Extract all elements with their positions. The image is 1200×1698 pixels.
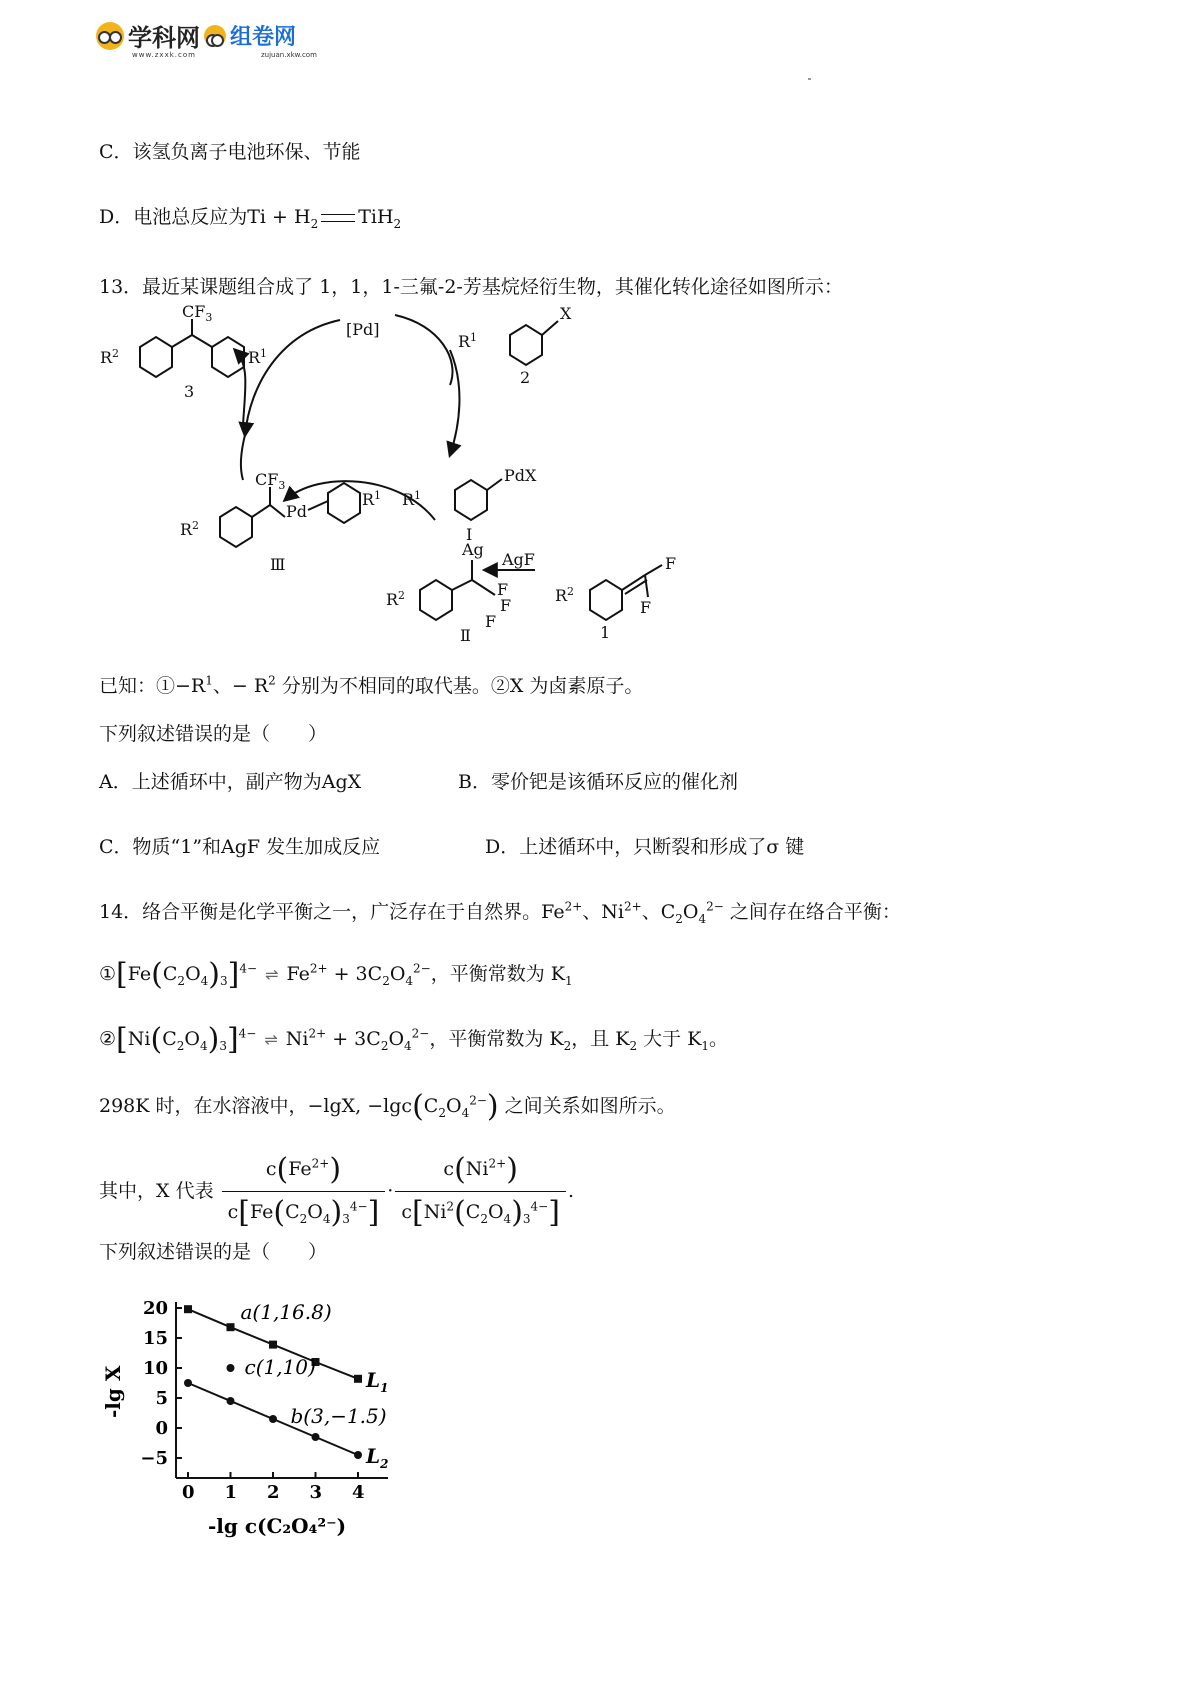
y-tick-label: −5 [140, 1448, 168, 1469]
data-point [227, 1323, 235, 1331]
x-axis-label: -lg c(C₂O₄²⁻) [208, 1514, 347, 1538]
q13-option-b: B．零价钯是该循环反应的催化剂 [458, 771, 738, 793]
y-tick-label: 0 [155, 1418, 168, 1439]
series-label: $L_2$ [366, 1444, 389, 1471]
compound-3-label: 3 [184, 382, 195, 401]
r2-label-II: $R^2$ [386, 589, 406, 609]
f-label-1a: F [665, 554, 677, 573]
r2-label-3: $R^2$ [100, 347, 120, 367]
series-label: $L_1$ [366, 1367, 389, 1395]
x-tick-label: 3 [309, 1482, 323, 1503]
header-logo[interactable] [96, 18, 317, 59]
brand-zxxk-url: www.zxxk.com [132, 51, 196, 59]
intermediate-I-label: I [466, 525, 473, 544]
q13-known: 已知：$①-R^1$、− $R^2$ 分别为不相同的取代基。②X 为卤素原子。 [99, 673, 644, 697]
brand-zujuan-url: zujuan.xkw.com [261, 51, 317, 59]
agf-reagent-label: AgF [502, 550, 535, 569]
r1-label-III: $R^1$ [362, 489, 382, 509]
annotation-point [227, 1364, 235, 1372]
data-point [184, 1305, 192, 1313]
data-point [227, 1397, 235, 1405]
data-point [269, 1341, 277, 1349]
q12-option-c: C．该氢负离子电池环保、节能 [99, 141, 361, 163]
r1-label-3: $R^1$ [248, 347, 268, 367]
reversible-arrow: ⇌ [264, 1030, 278, 1049]
equals-sign [321, 214, 355, 222]
x-tick-label: 1 [224, 1482, 238, 1503]
f-label-b: F [500, 596, 512, 615]
data-point [354, 1375, 362, 1383]
y-tick-label: 20 [142, 1298, 168, 1319]
q13-stem: 13．最近某课题组合成了 1，1，1-三氟-2-芳基烷烃衍生物，其催化转化途径如图所示： [99, 276, 843, 298]
intermediate-III-label: Ⅲ [270, 555, 286, 574]
q14-stem: 14．络合平衡是化学平衡之一，广泛存在于自然界。$Fe^{2+}$、$Ni^{2+}$、$C_2O_4^{2-}$ 之间存在络合平衡： [99, 899, 901, 926]
f-label-1b: F [640, 598, 652, 617]
y-axis-label: -lg X [101, 1365, 125, 1418]
r1-label-I: $R^1$ [402, 489, 422, 509]
cf3-label-III: $CF_3$ [255, 470, 286, 492]
owl-icon [96, 22, 124, 50]
data-point [312, 1433, 320, 1441]
data-point [354, 1451, 362, 1459]
ag-label: Ag [462, 540, 484, 559]
x-tick-label: 0 [182, 1482, 195, 1503]
annotation-label: b(3,−1.5) [290, 1404, 387, 1428]
y-tick-label: 15 [142, 1328, 168, 1349]
q14-equilibrium-2: $②[Ni(C_2O_4)_3]^{4-}$ ⇌ $Ni^{2+} + 3C_2O_4^{2-}$，平衡常数为 $K_2$，且 $K_2$ 大于 $K_1$。 [99, 1022, 729, 1057]
q13-option-d: D．上述循环中，只断裂和形成了σ 键 [485, 836, 805, 858]
r2-label-III: $R^2$ [180, 519, 200, 539]
annotation-label: a(1,16.8) [240, 1300, 332, 1325]
annotation-label: c(1,10) [244, 1355, 316, 1379]
f-label-a: F [497, 580, 509, 599]
speck [808, 78, 811, 80]
reversible-arrow: ⇌ [265, 965, 279, 984]
pd-catalyst-label: [Pd] [346, 320, 380, 339]
intermediate-II-label: Ⅱ [460, 626, 471, 645]
q13-option-a: A．上述循环中，副产物为AgX [99, 771, 362, 793]
r2-label-1: $R^2$ [555, 585, 575, 605]
y-tick-label: 5 [155, 1388, 168, 1409]
q13-ask: 下列叙述错误的是（ ） [99, 723, 328, 745]
compound-2-label: 2 [520, 368, 531, 387]
brand-zxxk: 学科网 [128, 24, 200, 52]
q13-option-c: C．物质“1”和AgF 发生加成反应 [99, 836, 381, 858]
lgx-chart [98, 1278, 408, 1548]
brand-zujuan: 组卷网 [230, 25, 297, 50]
cf3-label-3: $CF_3$ [182, 305, 213, 324]
f-label-c: F [485, 612, 497, 631]
data-point [269, 1415, 277, 1423]
q14-condition: 298K 时，在水溶液中，−lgX, $-\lg c(C_2O_4^{2-})$ 之间关系如图所示。 [99, 1089, 676, 1124]
compound-1-label: 1 [600, 623, 611, 642]
fraction-ni: $\frac{c(Ni^{2+})}{c[Ni^2(C_2O_4)_3^{4-}]}$ [395, 1152, 566, 1231]
y-tick-label: 10 [142, 1358, 168, 1379]
pd-atom-label: Pd [286, 502, 308, 521]
q14-x-definition: 其中，X 代表 $\frac{c(Fe^{2+})}{c[Fe(C_2O_4)_3^{4-}]}$ · $\frac{c(Ni^{2+})}{c[Ni^2(C_2O_4)_3^{4-}]}$ . [99, 1152, 575, 1230]
q14-ask: 下列叙述错误的是（ ） [99, 1241, 328, 1263]
r1-label-2: $R^1$ [458, 331, 478, 351]
pdx-label: PdX [504, 466, 537, 485]
q12-option-d: D．电池总反应为$Ti + H_2$ TiH$_2$ [99, 206, 402, 231]
fraction-fe: $\frac{c(Fe^{2+})}{c[Fe(C_2O_4)_3^{4-}]}$ [222, 1152, 386, 1231]
x-tick-label: 2 [267, 1482, 280, 1503]
q14-equilibrium-1: $①[Fe(C_2O_4)_3]^{4-}$ ⇌ $Fe^{2+} + 3C_2O_4^{2-}$，平衡常数为 $K_1$ [99, 957, 573, 992]
x-label-2: X [560, 305, 572, 323]
data-point [184, 1379, 192, 1387]
catalytic-cycle-diagram [100, 305, 740, 657]
x-tick-label: 4 [352, 1482, 365, 1503]
owl-icon [204, 25, 226, 47]
